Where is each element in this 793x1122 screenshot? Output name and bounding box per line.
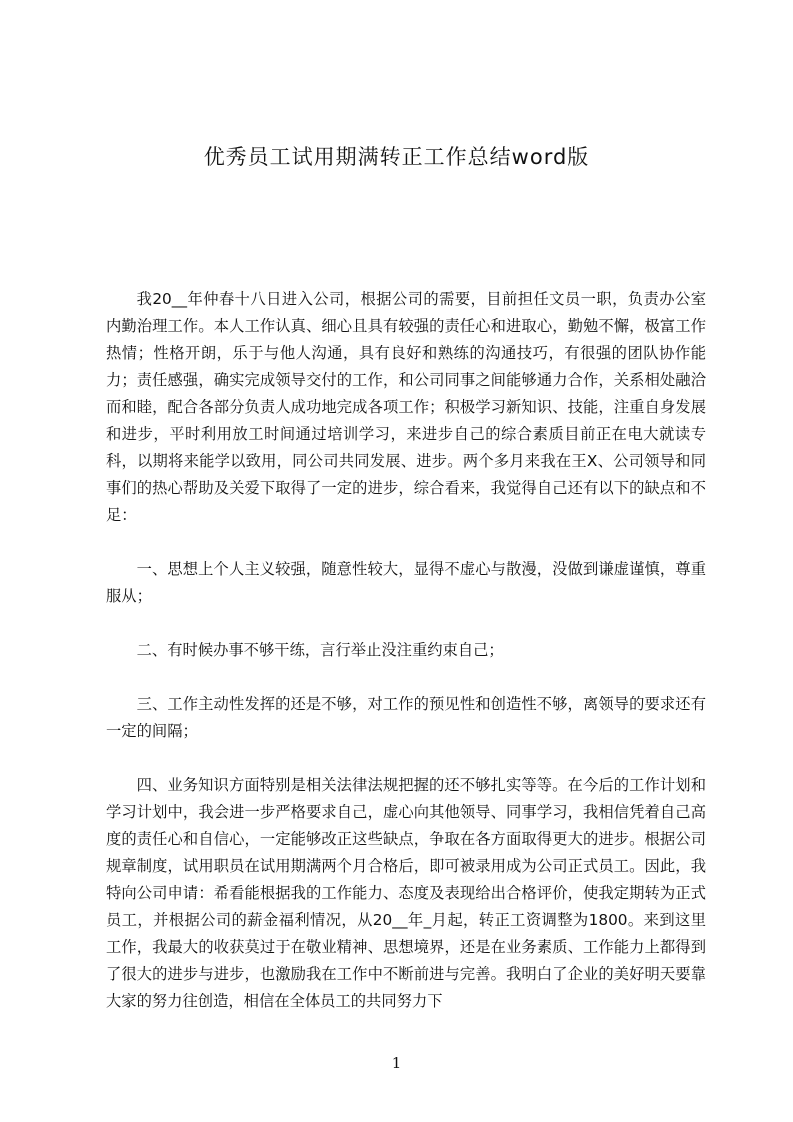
page-number: 1 — [391, 1054, 402, 1072]
paragraph-shortcoming-3: 三、工作主动性发挥的还是不够，对工作的预见性和创造性不够，离领导的要求还有一定的间隔； — [106, 695, 706, 740]
paragraph-shortcoming-4: 四、业务知识方面特别是相关法律法规把握的还不够扎实等等。在今后的工作计划和学习计划中，我会进一步严格要求自己，虚心向其他领导、同事学习，我相信凭着自己高度的责任心和自信心，一定能够改正这些缺点，争取在各方面取得更大的进步。根据公司规章制度，试用职员在试用期满两个月合格后，即可被录用成为公司正式员工。因此，我特向公司申请：希看能根据我的工作能力、态度及表现给出合格评价，使我定期转为正式员工，并根据公司的薪金福利情况，从20__年_月起，转正工资调整为1800。来到这里工作，我最大的收获莫过于在敬业精神、思想境界，还是在业务素质、工作能力上都得到了很大的进步与进步，也激励我在工作中不断前进与完善。我明白了企业的美好明天要靠大家的努力往创造，相信在全体员工的共同努力下 — [106, 776, 706, 1010]
document-body — [106, 286, 706, 1015]
document-title: 优秀员工试用期满转正工作总结word版 — [203, 145, 590, 169]
paragraph-shortcoming-2: 二、有时候办事不够干练，言行举止没注重约束自己； — [136, 641, 504, 659]
paragraph-intro: 我20__年仲春十八日进入公司，根据公司的需要，目前担任文员一职，负责办公室内勤治理工作。本人工作认真、细心且具有较强的责任心和进取心，勤勉不懈，极富工作热情；性格开朗，乐于与他人沟通，具有良好和熟练的沟通技巧，有很强的团队协作能力；责任感强，确实完成领导交付的工作，和公司同事之间能够通力合作，关系相处融洽而和睦，配合各部分负责人成功地完成各项工作；积极学习新知识、技能，注重自身发展和进步，平时利用放工时间通过培训学习，来进步自己的综合素质目前正在电大就读专科，以期将来能学以致用，同公司共同发展、进步。两个多月来我在王X、公司领导和同事们的热心帮助及关爱下取得了一定的进步，综合看来，我觉得自己还有以下的缺点和不足： — [106, 290, 706, 524]
paragraph-shortcoming-1: 一、思想上个人主义较强，随意性较大，显得不虚心与散漫，没做到谦虚谨慎，尊重服从； — [106, 560, 706, 605]
